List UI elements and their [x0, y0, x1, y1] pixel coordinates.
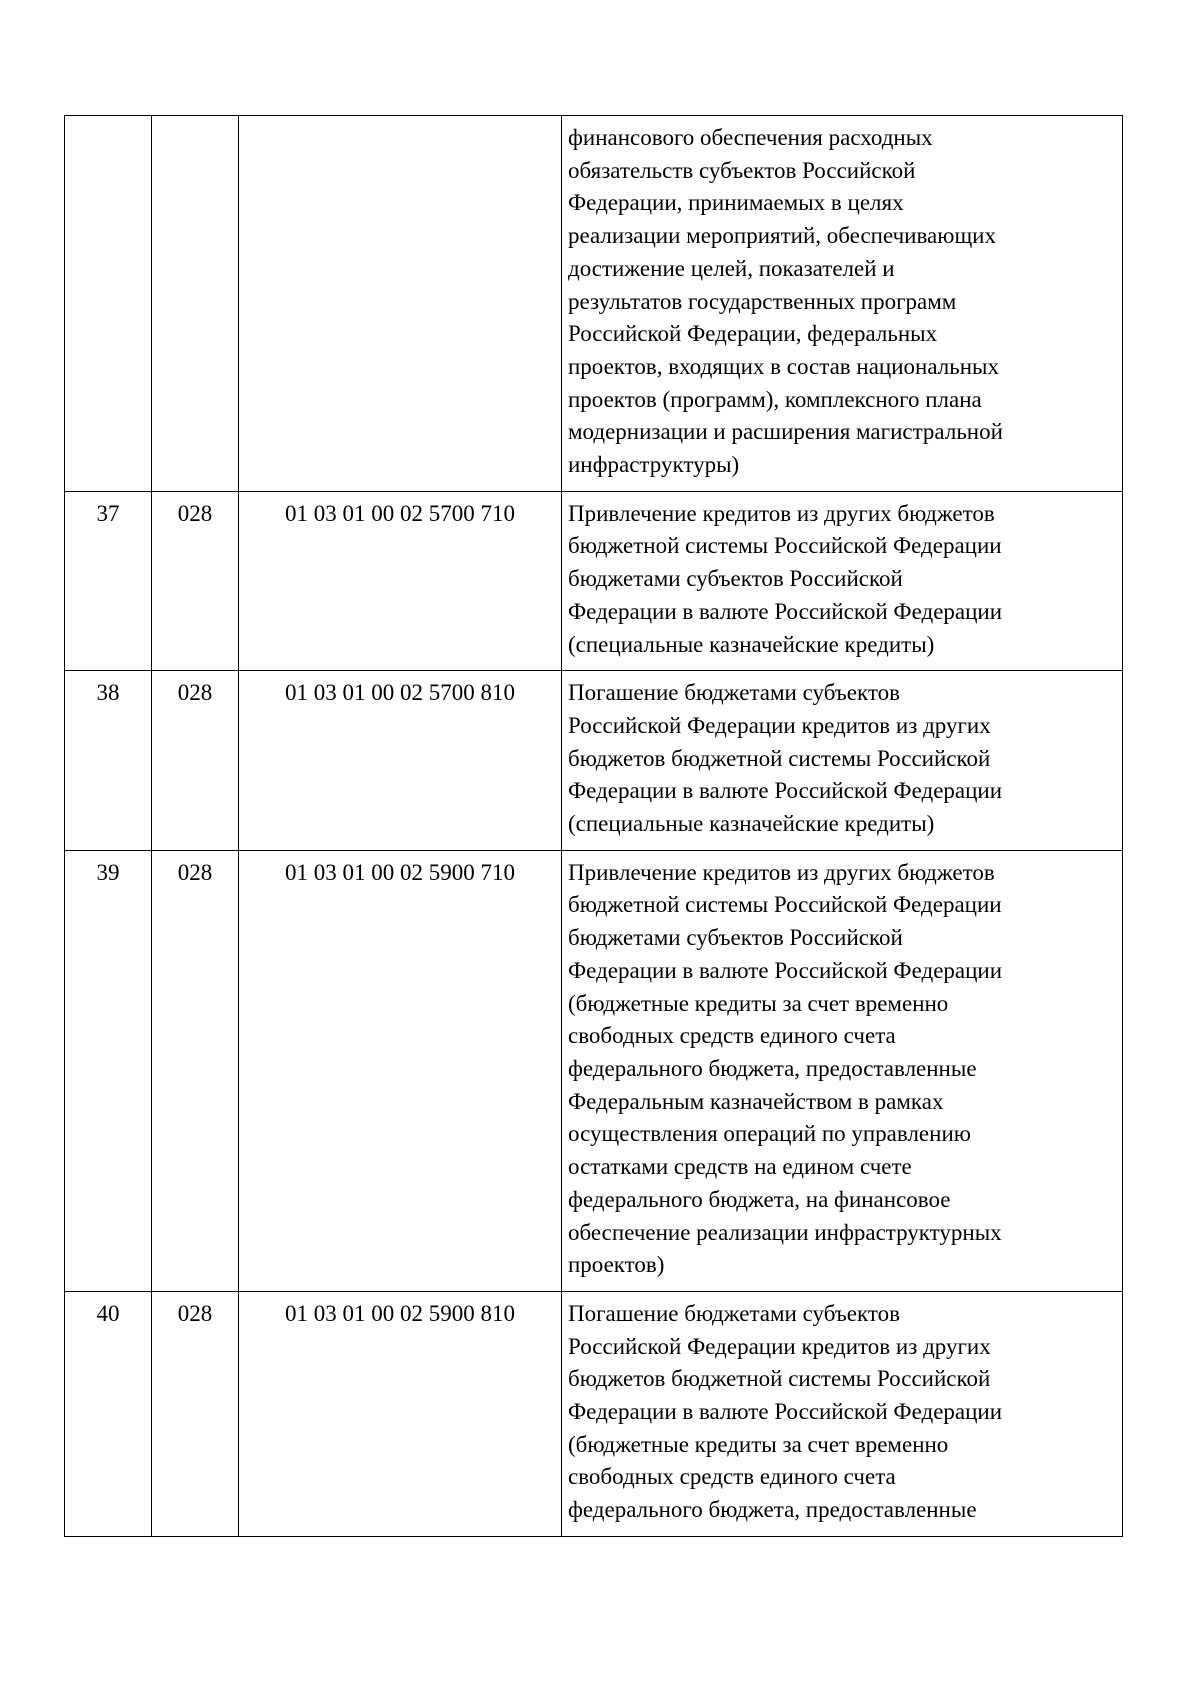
- description-line: Погашение бюджетами субъектов: [568, 1300, 900, 1326]
- budget-code-cell: 01 03 01 00 02 5900 710: [239, 850, 562, 1291]
- description-line: Российской Федерации кредитов из других: [568, 1333, 991, 1359]
- description-line: Привлечение кредитов из других бюджетов: [568, 859, 995, 885]
- description-cell: [562, 116, 1123, 492]
- description-line: обеспечение реализации инфраструктурных: [568, 1219, 1002, 1245]
- description-line: Федерации в валюте Российской Федерации: [568, 957, 1003, 983]
- description-line: бюджетами субъектов Российской: [568, 925, 903, 951]
- description-line: инфраструктуры): [568, 452, 740, 478]
- description-line: Погашение бюджетами субъектов: [568, 680, 900, 706]
- description-line: проектов, входящих в состав национальных: [568, 353, 999, 379]
- description-line: проектов): [568, 1252, 665, 1278]
- description-line: свободных средств единого счета: [568, 1464, 896, 1490]
- description-line: федерального бюджета, предоставленные: [568, 1497, 977, 1523]
- description-line: (бюджетные кредиты за счет временно: [568, 1431, 949, 1457]
- description-line: осуществления операций по управлению: [568, 1121, 971, 1147]
- description-line: модернизации и расширения магистральной: [568, 419, 1003, 445]
- budget-codes-table: [64, 115, 1123, 1537]
- description-cell: [562, 671, 1123, 851]
- admin-code-cell: 028: [152, 671, 239, 851]
- description-line: федерального бюджета, предоставленные: [568, 1055, 977, 1081]
- table-row: [65, 491, 1123, 671]
- admin-code-cell: 028: [152, 1291, 239, 1536]
- row-number-cell: 37: [65, 491, 152, 671]
- budget-code-cell: 01 03 01 00 02 5700 810: [239, 671, 562, 851]
- admin-code-cell: 028: [152, 491, 239, 671]
- admin-code-cell: 028: [152, 850, 239, 1291]
- description-line: Федерации в валюте Российской Федерации: [568, 778, 1003, 804]
- description-line: Федерации в валюте Российской Федерации: [568, 598, 1003, 624]
- table-row: [65, 116, 1123, 492]
- description-line: (специальные казначейские кредиты): [568, 631, 935, 657]
- description-line: свободных средств единого счета: [568, 1023, 896, 1049]
- table-row: [65, 1291, 1123, 1536]
- description-line: финансового обеспечения расходных: [568, 125, 933, 150]
- description-cell: [562, 491, 1123, 671]
- description-line: Российской Федерации кредитов из других: [568, 712, 991, 738]
- row-number-cell: [65, 116, 152, 492]
- budget-code-cell: [239, 116, 562, 492]
- table-row: [65, 671, 1123, 851]
- description-line: бюджетами субъектов Российской: [568, 566, 903, 592]
- description-line: результатов государственных программ: [568, 288, 957, 314]
- description-line: бюджетной системы Российской Федерации: [568, 892, 1002, 918]
- description-line: бюджетной системы Российской Федерации: [568, 533, 1002, 559]
- description-line: Федеральным казначейством в рамках: [568, 1088, 944, 1114]
- description-line: Привлечение кредитов из других бюджетов: [568, 500, 995, 526]
- description-line: обязательств субъектов Российской: [568, 157, 916, 183]
- description-line: проектов (программ), комплексного плана: [568, 386, 982, 412]
- row-number-cell: 40: [65, 1291, 152, 1536]
- table-row: [65, 850, 1123, 1291]
- description-line: достижение целей, показателей и: [568, 255, 895, 281]
- description-cell: [562, 850, 1123, 1291]
- description-line: остатками средств на едином счете: [568, 1154, 912, 1180]
- description-line: реализации мероприятий, обеспечивающих: [568, 223, 996, 249]
- admin-code-cell: [152, 116, 239, 492]
- description-line: Федерации в валюте Российской Федерации: [568, 1399, 1003, 1425]
- description-line: Российской Федерации, федеральных: [568, 321, 938, 347]
- description-line: Федерации, принимаемых в целях: [568, 190, 904, 216]
- description-line: бюджетов бюджетной системы Российской: [568, 1366, 991, 1392]
- description-line: (специальные казначейские кредиты): [568, 811, 935, 837]
- row-number-cell: 39: [65, 850, 152, 1291]
- description-line: федерального бюджета, на финансовое: [568, 1186, 951, 1212]
- row-number-cell: 38: [65, 671, 152, 851]
- description-line: (бюджетные кредиты за счет временно: [568, 990, 949, 1016]
- description-cell: [562, 1291, 1123, 1536]
- description-line: бюджетов бюджетной системы Российской: [568, 745, 991, 771]
- budget-code-cell: 01 03 01 00 02 5900 810: [239, 1291, 562, 1536]
- budget-code-cell: 01 03 01 00 02 5700 710: [239, 491, 562, 671]
